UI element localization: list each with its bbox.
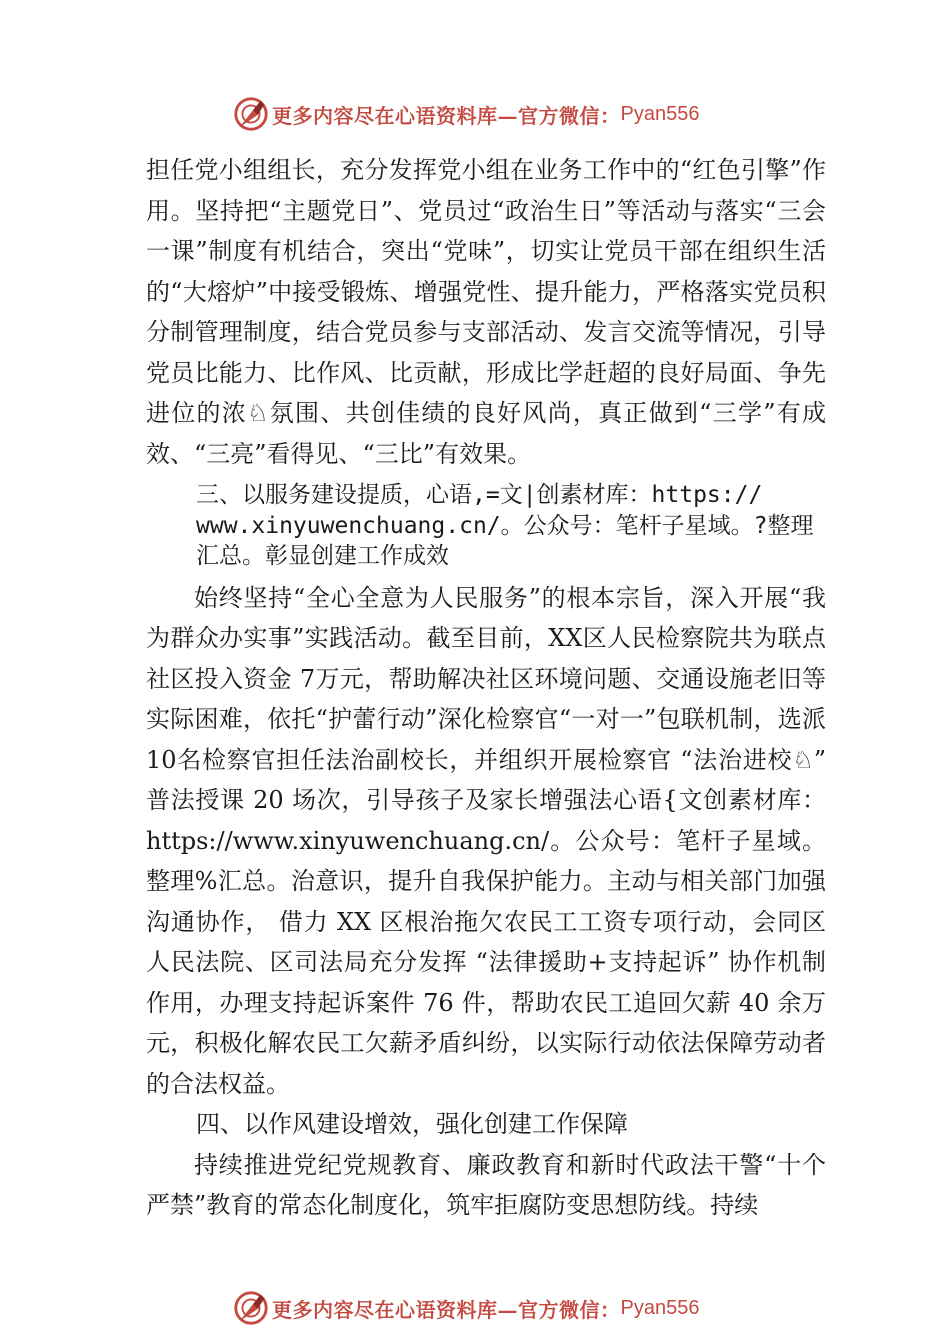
section-heading-three-line-1: 三、以服务建设提质，心语,=文|创素材库：https://	[196, 482, 763, 508]
paragraph-party-group: 担任党小组组长，充分发挥党小组在业务工作中的“红色引擎”作用。坚持把“主题党日”、党员过“政治生日”等活动与落实“三会一课”制度有机结合，突出“党味”，切实让党员干部在组织生活的“大熔炉”中接受锻炼、增强党性、提升能力，严格落实党员积分制管理制度，结合党员参与支部活动、发言交流等情况，引导党员比能力、比作风、比贡献，形成比学赶超的良好局面、争先进位的浓♘氛围、共创佳绩的良好风尚，真正做到“三学”有成效、“三亮”看得见、“三比”有效果。	[146, 156, 826, 468]
document-body	[146, 150, 826, 1226]
footer-banner-text: 更多内容尽在心语资料库—官方微信：	[272, 1297, 621, 1322]
section-heading-three-line-3: 汇总。彰显创建工作成效	[196, 543, 449, 569]
section-heading-three	[196, 480, 826, 572]
footer-banner	[232, 1288, 699, 1328]
section-heading-three-line-2: www.xinyuwenchuang.cn/。公众号：笔杆子星域。?整理	[196, 512, 814, 539]
pen-logo-icon	[232, 1289, 270, 1327]
section-heading-four: 四、以作风建设增效，强化创建工作保障	[196, 1110, 628, 1138]
paragraph-service: 始终坚持“全心全意为人民服务”的根本宗旨，深入开展“我为群众办实事”实践活动。截至目前，XX区人民检察院共为联点社区投入资金 7万元，帮助解决社区环境问题、交通设施老旧等实际困难，依托“护蕾行动”深化检察官“一对一”包联机制，选派 10名检察官担任法治副校长，并组织开展检察官 “法治进校♘” 普法授课 20 场次，引导孩子及家长增强法心语{文创素材库：https://www.xinyuwenchuang.cn/。公众号：笔杆子星域。整理%汇总。治意识，提升自我保护能力。主动与相关部门加强沟通协作， 借力 XX 区根治拖欠农民工工资专项行动，会同区人民法院、区司法局充分发挥 “法律援助+支持起诉” 协作机制作用，办理支持起诉案件 76 件，帮助农民工追回欠薪 40 余万元，积极化解农民工欠薪矛盾纠纷，以实际行动依法保障劳动者的合法权益。	[146, 583, 826, 1098]
paragraph-discipline: 持续推进党纪党规教育、廉政教育和新时代政法干警“十个严禁”教育的常态化制度化，筑牢拒腐防变思想防线。持续	[146, 1150, 826, 1219]
header-banner	[232, 94, 699, 134]
header-wechat-id: Pyan556	[620, 102, 700, 125]
pen-logo-icon	[232, 95, 270, 133]
footer-wechat-id: Pyan556	[620, 1296, 700, 1319]
header-banner-text: 更多内容尽在心语资料库—官方微信：	[272, 103, 621, 128]
